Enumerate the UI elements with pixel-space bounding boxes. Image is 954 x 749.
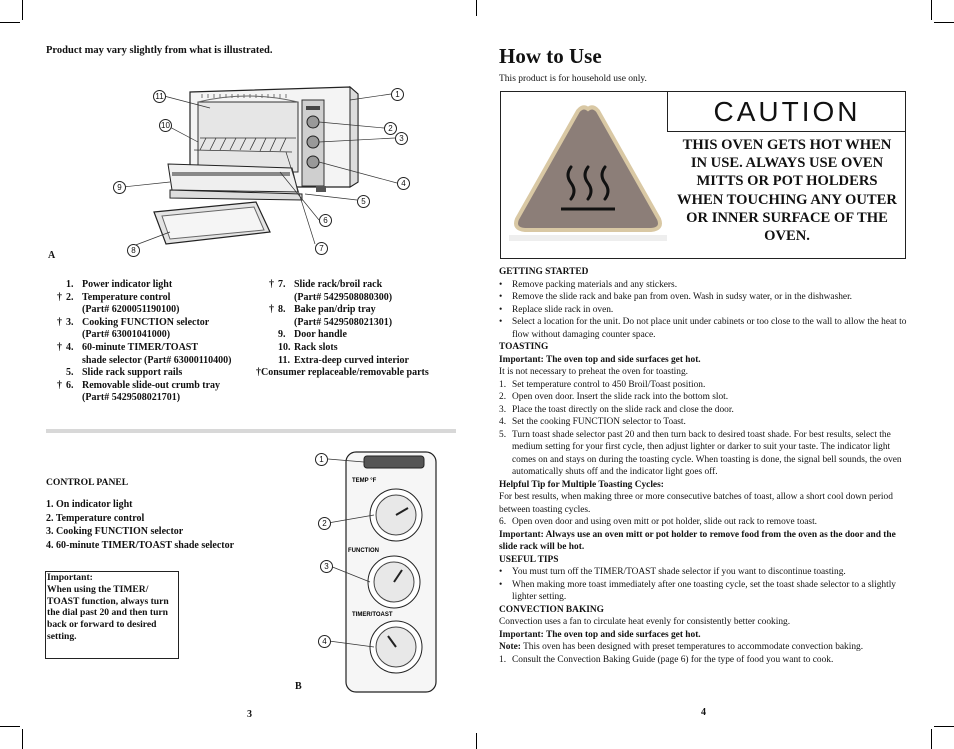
part-item [40,292,260,305]
callout-6: 6 [319,214,332,227]
list-item: • Remove the slide rack and bake pan from oven. Wash in sudsy water, or in the dishwasher. [499,292,853,302]
page-number-right: 4 [701,707,706,718]
crop-mark [934,22,954,23]
part-num: 7. [278,279,286,290]
part-item [252,279,462,292]
list-item: • When making more toast immediately after one toasting cycle, set the toast shade selector to a slightly lighter setting. [499,579,909,604]
part-sub: (Part# 5429508021301) [294,316,393,328]
convection-step: Consult the Convection Baking Guide (page 6) for the type of food you want to cook. [512,654,834,665]
toasting-intro: It is not necessary to preheat the oven for toasting. [499,367,689,377]
part-text: Slide rack/broil rack [294,279,383,290]
part-mark [252,355,278,368]
useful-tips-heading: USEFUL TIPS [499,554,559,565]
callout-3: 3 [395,132,408,145]
control-panel-item: 4. 60-minute TIMER/TOAST shade selector [46,539,235,551]
part-num: 4. [66,341,74,353]
callout-b-4: 4 [318,635,331,648]
part-mark [252,329,278,342]
part-item [252,304,462,317]
part-num: 2. [66,291,74,303]
instructions [499,266,909,666]
useful-tip: You must turn off the TIMER/TOAST shade selector if you want to discontinue toasting. [512,567,846,577]
getting-started-item: Select a location for the unit. Do not place unit under cabinets or too close to the wall to allow the heat to flow without damaging counter space. [512,317,907,340]
list-item: • Select a location for the unit. Do not place unit under cabinets or too close to the wall to allow the heat to flow without damaging counter space. [499,316,909,341]
part-mark: † [269,304,274,316]
part-item [40,342,260,355]
crop-mark [934,726,954,727]
panel-function-label: FUNCTION [348,548,379,554]
part-text: Bake pan/drip tray [294,304,376,316]
callout-b-3: 3 [320,560,333,573]
part-num: 6. [66,379,74,391]
getting-started-item: Remove the slide rack and bake pan from oven. Wash in sudsy water, or in the dishwasher. [512,292,853,302]
getting-started-item: Replace slide rack in oven. [512,304,614,315]
part-text: 60-minute TIMER/TOAST [82,341,199,353]
important-box: Important: When using the TIMER/ TOAST function, always turn the dial past 20 and then turn back or forward to desired setting. [45,571,179,659]
center-crop-mark [476,733,477,749]
part-sub: (Part# 5429508080300) [294,291,393,303]
panel-timer-label: TIMER/TOAST [352,612,393,618]
part-mark [252,342,278,355]
part-text: Slide rack support rails [82,367,183,379]
callout-10: 10 [159,119,172,132]
part-item [40,317,260,330]
list-item: 1. Consult the Convection Baking Guide (page 6) for the type of food you want to cook. [499,654,834,665]
toasting-heading: TOASTING [499,342,549,352]
list-item: 6. Open oven door and using oven mitt or pot holder, slide out rack to remove toast. [499,517,818,527]
part-mark [40,279,66,292]
part-num: 1. [66,279,74,290]
caution-label [509,97,667,249]
part-mark: † [57,341,62,353]
disclaimer: Product may vary slightly from what is illustrated. [46,45,273,56]
control-panel-illustration [312,448,452,698]
part-mark: † [57,291,62,303]
hot-surface-warning-icon [509,97,667,249]
page-subtitle: This product is for household use only. [499,74,647,84]
part-num: 9. [278,329,286,341]
center-crop-mark [476,0,477,16]
toasting-step: Set the cooking FUNCTION selector to Toast. [512,417,686,427]
toasting-step: Set temperature control to 450 Broil/Toast position. [512,379,706,390]
caution-heading: CAUTION [667,92,906,132]
oven-illustration [110,82,420,262]
list-item: • Remove packing materials and any stickers. [499,279,678,290]
toasting-step: Open oven door. Insert the slide rack into the bottom slot. [512,392,729,402]
panel-temp-label: TEMP °F [352,478,377,484]
control-panel-title: CONTROL PANEL [46,477,129,488]
list-item: 5. Turn toast shade selector past 20 and then turn back to desired toast shade. For best results, select the medium setting for your first cycle, then adjust lighter or darker to suit your taste. The indicator light comes on and stays on during the toasting cycle. When toasting is done, the signal bell sounds, the oven automatically shuts off and the indicator light goes off. [499,429,909,479]
part-item [40,380,260,393]
crop-mark [931,729,932,749]
control-panel-item: 3. Cooking FUNCTION selector [46,526,184,538]
part-item [40,367,260,380]
section-divider [46,429,456,433]
page-number-left: 3 [247,709,252,720]
part-text: Temperature control [82,291,171,303]
list-item: 4. Set the cooking FUNCTION selector to Toast. [499,417,686,427]
list-item: • Replace slide rack in oven. [499,304,614,315]
toasting-important: Important: The oven top and side surfaces get hot. [499,354,701,365]
control-panel-list [46,498,234,552]
parts-list-col1 [40,279,260,405]
part-item [252,329,462,342]
tip-text: For best results, when making three or more consecutive batches of toast, allow a short cool down period between toasting cycles. [499,492,893,515]
part-text: Door handle [294,329,347,341]
convection-important: Important: The oven top and side surfaces get hot. [499,629,701,640]
crop-mark [22,0,23,20]
control-panel-item: 2. Temperature control [46,512,145,524]
callout-5: 5 [357,195,370,208]
crop-mark [931,0,932,20]
callout-b-2: 2 [318,517,331,530]
convection-heading: CONVECTION BAKING [499,604,604,615]
part-sub: shade selector (Part# 63000110400) [82,354,232,366]
part-item [252,342,462,355]
part-num: 10. [278,341,291,353]
part-mark [40,367,66,380]
part-text: Rack slots [294,341,338,353]
convection-text: Convection uses a fan to circulate heat evenly for consistently better cooking. [499,617,791,627]
part-text: Removable slide-out crumb tray [82,379,221,391]
caution-text: THIS OVEN GETS HOT WHEN IN USE. ALWAYS USE OVEN MITTS OR POT HOLDERS WHEN TOUCHING ANY OUTER OR INNER SURFACE OF THE OVEN. [677,137,897,245]
callout-9: 9 [113,181,126,194]
toasting-step: Place the toast directly on the slide rack and close the door. [512,404,734,415]
control-panel-item: 1. On indicator light [46,499,133,510]
part-item [40,279,260,292]
callout-8: 8 [127,244,140,257]
crop-mark [0,726,20,727]
figure-b-label: B [295,681,302,692]
callout-2: 2 [384,122,397,135]
part-num: 5. [66,367,74,379]
part-item [252,355,462,368]
useful-tip: When making more toast immediately after one toasting cycle, set the toast shade selector to a slightly lighter setting. [512,579,896,602]
crop-mark [0,22,20,23]
callout-1: 1 [391,88,404,101]
part-num: 8. [278,304,286,316]
getting-started-item: Remove packing materials and any stickers. [512,279,678,290]
parts-list-col2 [252,279,462,380]
callout-7: 7 [315,242,328,255]
part-mark: † [57,379,62,391]
part-mark: † [269,279,274,290]
convection-note: This oven has been designed with preset temperatures to accommodate convection baking. [523,642,864,652]
important-mitt: Important: Always use an oven mitt or pot holder to remove food from the oven as the door and the slide rack will be hot. [499,529,896,552]
part-text: Extra-deep curved interior [294,354,409,366]
toasting-step: Turn toast shade selector past 20 and then turn back to desired toast shade. For best results, select the medium setting for your first cycle, then adjust lighter or darker to suit your taste. The indicator light comes on and stays on during the toasting cycle. When toasting is done, the signal bell sounds, the oven automatically shuts off and the indicator light goes off. [512,429,902,477]
crop-mark [22,729,23,749]
getting-started-heading: GETTING STARTED [499,267,589,277]
callout-4: 4 [397,177,410,190]
list-item: • You must turn off the TIMER/TOAST shade selector if you want to discontinue toasting. [499,567,846,577]
callout-11: 11 [153,90,166,103]
list-item: 3. Place the toast directly on the slide rack and close the door. [499,404,734,415]
part-sub: (Part# 5429508021701) [82,392,181,404]
list-item: 1. Set temperature control to 450 Broil/Toast position. [499,379,706,390]
list-item: 2. Open oven door. Insert the slide rack into the bottom slot. [499,392,729,402]
tip-heading: Helpful Tip for Multiple Toasting Cycles: [499,479,664,490]
toasting-step-6: Open oven door and using oven mitt or pot holder, slide out rack to remove toast. [512,517,818,527]
part-sub: (Part# 6200051190100) [82,304,180,316]
part-num: 11. [278,354,290,366]
figure-a-label: A [48,250,56,261]
part-num: 3. [66,316,74,328]
part-text: Power indicator light [82,279,173,290]
caution-box [500,91,906,259]
convection-note-label: Note: [499,642,521,652]
part-sub: (Part# 63001041000) [82,329,171,341]
page-title: How to Use [499,44,602,68]
part-mark: † [57,316,62,328]
part-text: Cooking FUNCTION selector [82,316,210,328]
parts-footnote: †Consumer replaceable/removable parts [256,367,429,379]
callout-b-1: 1 [315,453,328,466]
